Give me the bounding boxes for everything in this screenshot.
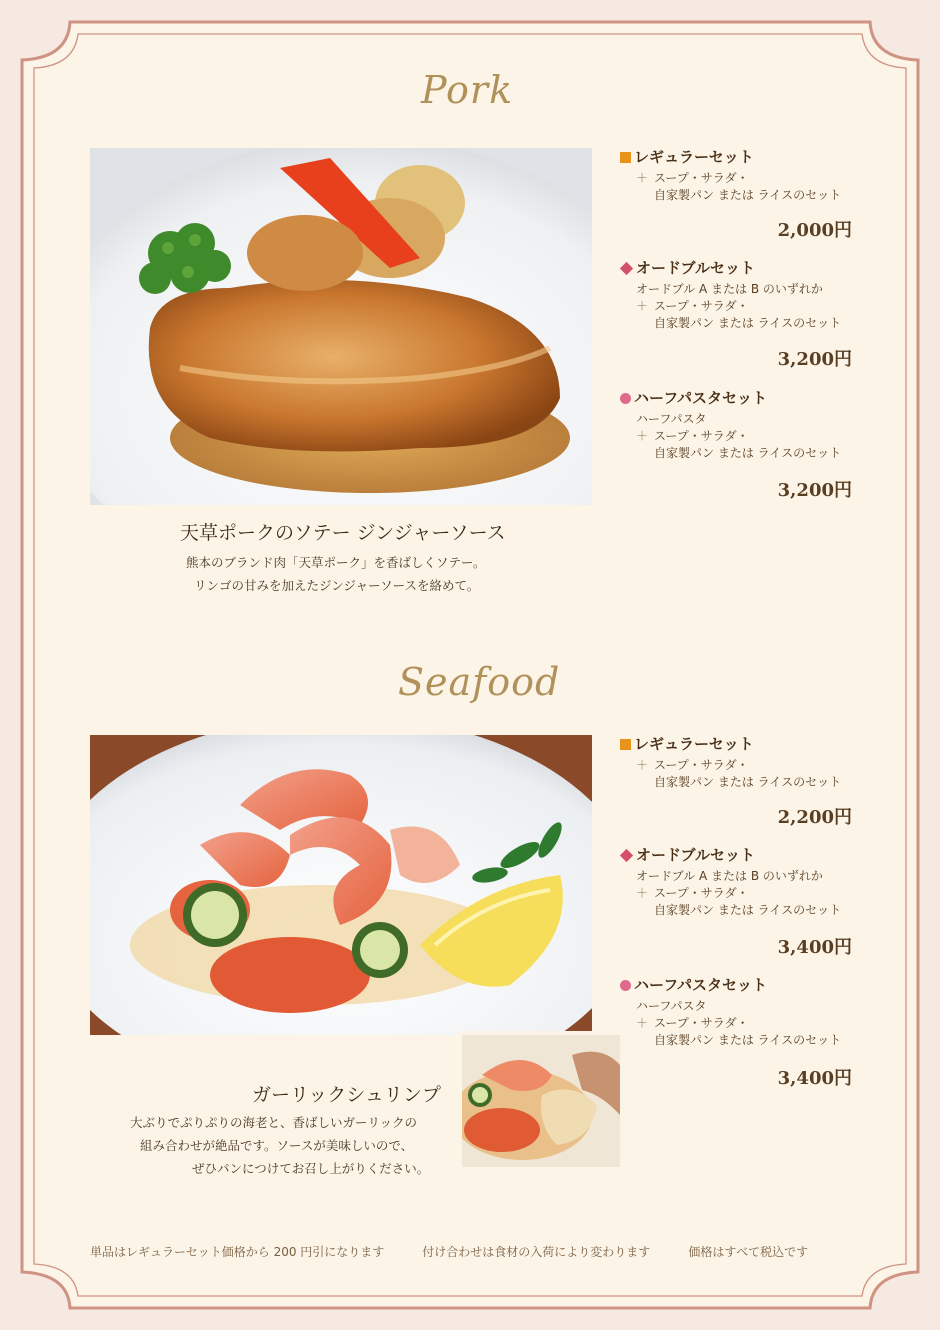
set-name: オードブルセット: [636, 259, 755, 277]
set-name: ハーフパスタセット: [634, 389, 768, 407]
plus-icon: ＋: [636, 1016, 649, 1030]
diamond-marker-icon: [620, 849, 633, 862]
set-line: ハーフパスタ: [636, 999, 707, 1013]
set-line: スープ・サラダ・: [654, 429, 749, 443]
seafood-regular-price: 2,200円: [777, 807, 852, 828]
pork-set-half-pasta: [620, 387, 880, 462]
set-line: スープ・サラダ・: [654, 299, 749, 313]
set-name: レギュラーセット: [634, 735, 754, 753]
pork-set-regular: [620, 146, 880, 204]
pork-set-hors-doeuvre: [620, 257, 880, 332]
pork-desc-line-2: リンゴの甘みを加えたジンジャーソースを絡めて。: [194, 578, 480, 593]
set-line: 自家製パン または ライスのセット: [654, 775, 842, 789]
set-line: 自家製パン または ライスのセット: [654, 446, 842, 460]
pork-heading: Pork: [421, 68, 514, 112]
pork-dish-title: 天草ポークのソテー ジンジャーソース: [180, 522, 506, 544]
plus-icon: ＋: [636, 758, 649, 772]
seafood-hors-doeuvre-price: 3,400円: [777, 937, 852, 958]
footer-note-tax: 価格はすべて税込です: [688, 1245, 809, 1259]
set-name: ハーフパスタセット: [634, 976, 768, 994]
pork-dish-description: [186, 551, 486, 597]
set-line: 自家製パン または ライスのセット: [654, 316, 842, 330]
set-line: 自家製パン または ライスのセット: [654, 1033, 842, 1047]
pork-set-menu: [620, 146, 880, 506]
footer-notes: [90, 1243, 846, 1260]
set-name: レギュラーセット: [634, 148, 754, 166]
plus-icon: ＋: [636, 886, 649, 900]
footer-note-single-price: 単品はレギュラーセット価格から 200 円引になります: [90, 1245, 385, 1259]
plus-icon: ＋: [636, 429, 649, 443]
set-line: 自家製パン または ライスのセット: [654, 903, 842, 917]
circle-marker-icon: [620, 393, 631, 404]
diamond-marker-icon: [620, 262, 633, 275]
shrimp-desc-line-3: ぜひパンにつけてお召し上がりください。: [192, 1161, 430, 1176]
seafood-set-regular: [620, 733, 880, 791]
pork-dish-photo: [90, 148, 592, 505]
circle-marker-icon: [620, 980, 631, 991]
set-line: オードブル A または B のいずれか: [636, 869, 823, 883]
shrimp-with-bread-photo: [458, 1031, 620, 1167]
set-line: 自家製パン または ライスのセット: [654, 188, 842, 202]
shrimp-dish-photo: [90, 735, 592, 1035]
shrimp-desc-line-1: 大ぶりでぷりぷりの海老と、香ばしいガーリックの: [130, 1115, 418, 1130]
plus-icon: ＋: [636, 299, 649, 313]
plus-icon: ＋: [636, 171, 649, 185]
footer-note-garnish: 付け合わせは食材の入荷により変わります: [422, 1245, 651, 1259]
pork-regular-price: 2,000円: [777, 220, 852, 241]
shrimp-desc-line-2: 組み合わせが絶品です。ソースが美味しいので、: [140, 1138, 414, 1153]
seafood-half-pasta-price: 3,400円: [777, 1068, 852, 1089]
shrimp-dish-title: ガーリックシュリンプ: [252, 1084, 441, 1106]
pork-desc-line-1: 熊本のブランド肉「天草ポーク」を香ばしくソテー。: [186, 555, 486, 570]
set-line: ハーフパスタ: [636, 412, 707, 426]
square-marker-icon: [620, 739, 631, 750]
set-line: スープ・サラダ・: [654, 1016, 749, 1030]
square-marker-icon: [620, 152, 631, 163]
set-line: スープ・サラダ・: [654, 758, 749, 772]
seafood-set-menu: [620, 733, 880, 1093]
set-line: オードブル A または B のいずれか: [636, 282, 823, 296]
seafood-set-hors-doeuvre: [620, 844, 880, 919]
set-line: スープ・サラダ・: [654, 886, 749, 900]
shrimp-dish-description: [130, 1111, 429, 1180]
seafood-heading: Seafood: [398, 660, 561, 704]
set-line: スープ・サラダ・: [654, 171, 749, 185]
pork-hors-doeuvre-price: 3,200円: [777, 349, 852, 370]
pork-half-pasta-price: 3,200円: [777, 480, 852, 501]
seafood-set-half-pasta: [620, 974, 880, 1049]
set-name: オードブルセット: [636, 846, 755, 864]
